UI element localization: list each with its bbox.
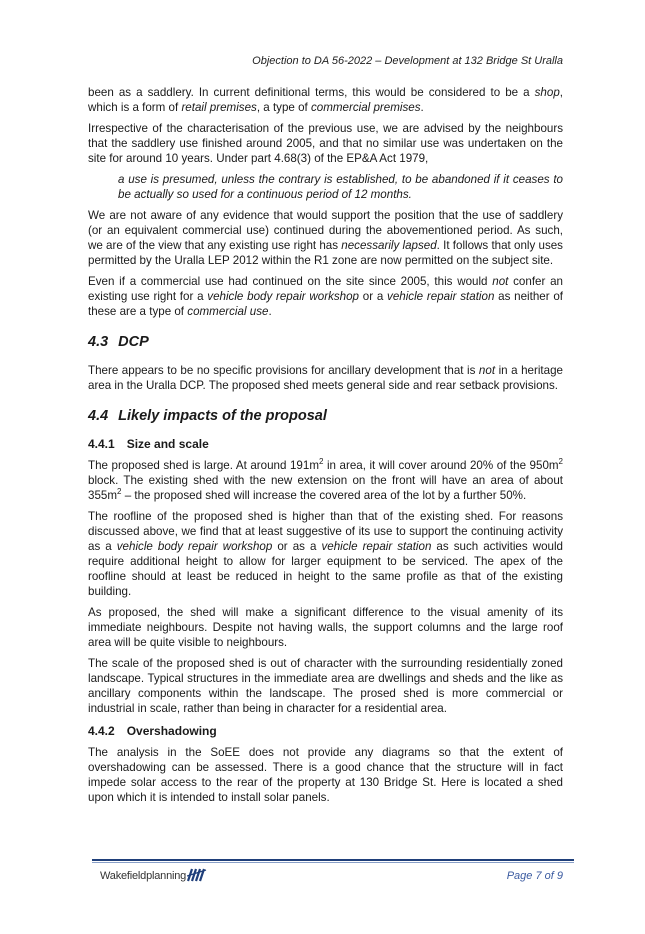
block-quote: a use is presumed, unless the contrary is established, to be abandoned if it ceases to be actually so used for a continuous period of 12 months. — [118, 173, 563, 201]
paragraph: Irrespective of the characterisation of the previous use, we are advised by the neighbours that the saddlery use finished around 2005, and that no similar use was undertaken on the site for around 10 years. Under part 4.68(3) of the EP&A Act 1979, — [88, 122, 563, 165]
subsection-heading-4-4-2: 4.4.2 Overshadowing — [88, 724, 217, 738]
paragraph: The proposed shed is large. At around $191m^2$ in area, it will cover around 20% of the $950m^2$ block. The existing shed with the new extension on the front will have an area of about $355m^2$ – the proposed shed will increase the covered area of the lot by a further 50%. — [88, 457, 563, 502]
wakefield-planning-logo — [100, 868, 207, 882]
footer-rule — [92, 859, 574, 861]
logo-mark-icon — [187, 868, 207, 882]
paragraph: The scale of the proposed shed is out of character with the surrounding residentially zoned landscape. Typical structures in the immediate area are dwellings and sheds and the like as ancillary components within the landscape. The prosed shed is more commercial or industrial in scale, rather than being in character for a residential area. — [88, 657, 563, 715]
footer-rule-thin — [92, 862, 574, 863]
page-body — [88, 85, 563, 811]
running-header: Objection to DA 56-2022 – Development at 132 Bridge St Uralla — [252, 55, 563, 67]
page-number: Page 7 of 9 — [506, 870, 563, 882]
paragraph: The analysis in the SoEE does not provide any diagrams so that the extent of overshadowing can be assessed. There is a good chance that the structure will in fact impede solar access to the rear of the property at 130 Bridge St. Here is located a shed upon which it is intended to install solar panels. — [88, 746, 563, 804]
paragraph: There appears to be no specific provisions for ancillary development that is not in a heritage area in the Uralla DCP. The proposed shed meets general side and rear setback provisions. — [88, 364, 563, 392]
logo-text: Wakefieldplanning — [100, 870, 187, 882]
section-heading-4-3: 4.3 DCP — [88, 334, 149, 350]
paragraph: The roofline of the proposed shed is higher than that of the existing shed. For reasons discussed above, we find that at least suggestive of its use to support the continuing activity as a vehicle body repair workshop or as a vehicle repair station as such activities would require additional height to allow for larger equipment to be serviced. The apex of the roofline should at least be reduced in height to the same profile as that of the existing building. — [88, 510, 563, 598]
paragraph: been as a saddlery. In current definitional terms, this would be considered to be a shop, which is a form of retail premises, a type of commercial premises. — [88, 86, 563, 114]
subsection-heading-4-4-1: 4.4.1 Size and scale — [88, 437, 209, 451]
paragraph: As proposed, the shed will make a significant difference to the visual amenity of its immediate neighbours. Despite not having walls, the support columns and the large roof area will be quite visible to neighbours. — [88, 606, 563, 649]
paragraph: We are not aware of any evidence that would support the position that the use of saddlery (or an equivalent commercial use) continued during the abovementioned period. As such, we are of the view that any existing use right has necessarily lapsed. It follows that only uses permitted by the Uralla LEP 2012 within the R1 zone are now permitted on the subject site. — [88, 209, 563, 267]
section-heading-4-4: 4.4 Likely impacts of the proposal — [88, 408, 327, 424]
paragraph: Even if a commercial use had continued on the site since 2005, this would not confer an existing use right for a vehicle body repair workshop or a vehicle repair station as neither of these are a type of commercial use. — [88, 275, 564, 318]
